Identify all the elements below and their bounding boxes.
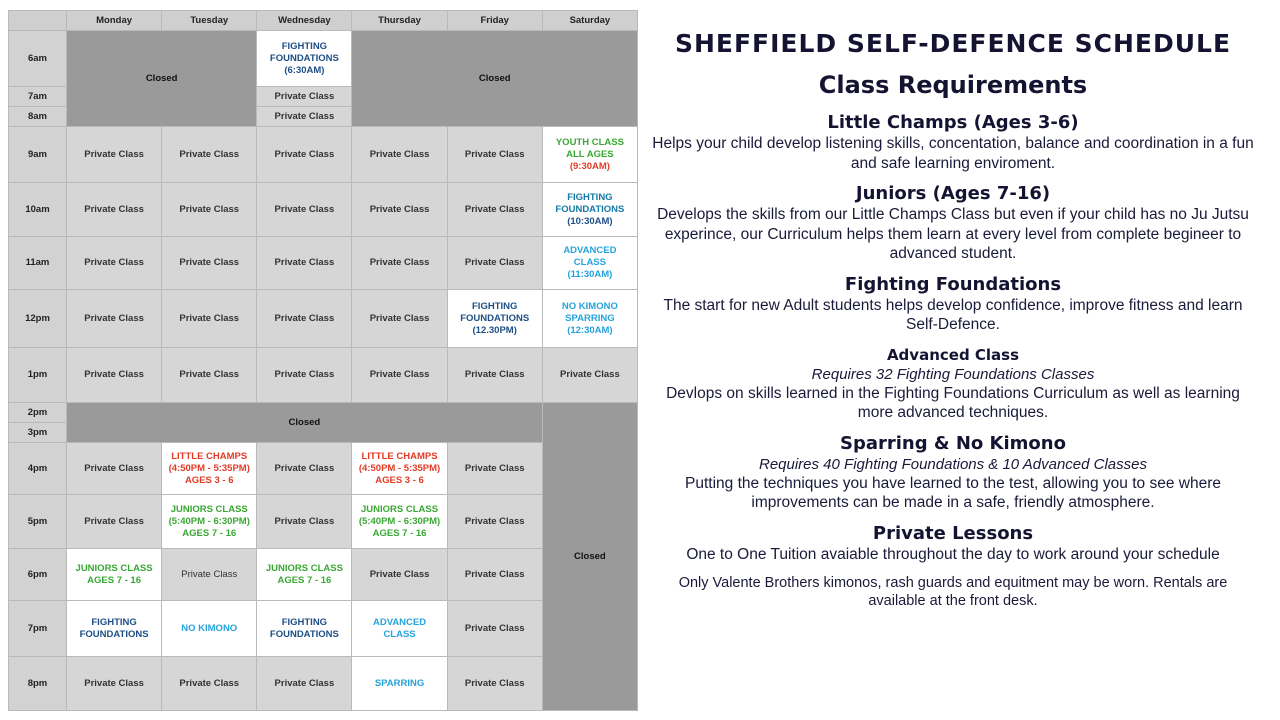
time-label: 1pm [9,348,67,403]
section-little-champs [650,112,1256,173]
class-cell-no-kimono: NO KIMONO [162,601,257,657]
private-class-cell: Private Class [447,237,542,290]
private-class-cell: Private Class [162,657,257,711]
closed-block: Closed [352,31,638,127]
section-description: One to One Tuition avaiable throughout the day to work around your schedule [686,545,1220,563]
time-label: 6pm [9,549,67,601]
private-class-cell: Private Class [257,127,352,183]
class-cell-sparring: SPARRING [352,657,447,711]
private-class-cell: Private Class [352,348,447,403]
time-label: 4pm [9,443,67,495]
private-class-cell: Private Class [447,657,542,711]
private-class-cell: Private Class [257,237,352,290]
private-class-cell: Private Class [257,290,352,348]
time-label: 7pm [9,601,67,657]
day-header-saturday: Saturday [542,11,637,31]
day-header-monday: Monday [67,11,162,31]
schedule-table [8,10,638,711]
section-heading: Juniors (Ages 7-16) [855,183,1051,204]
private-class-cell: Private Class [542,348,637,403]
section-heading: Little Champs (Ages 3-6) [827,112,1079,133]
time-label: 8pm [9,657,67,711]
class-cell-fighting-foundations: FIGHTING FOUNDATIONS (6:30AM) [257,31,352,87]
time-label: 5pm [9,495,67,549]
section-description: The start for new Adult students helps develop confidence, improve fitness and learn Self-Defence. [663,296,1243,333]
section-private-lessons [650,523,1256,565]
class-cell-fighting-foundations: FIGHTING FOUNDATIONS [67,601,162,657]
section-heading: Sparring & No Kimono [840,432,1066,454]
requirements-heading: Class Requirements [818,71,1088,99]
time-label: 10am [9,183,67,237]
private-class-cell: Private Class [352,183,447,237]
closed-block: Closed [67,403,543,443]
class-cell-youth: YOUTH CLASS ALL AGES (9:30AM) [542,127,637,183]
class-cell-advanced: ADVANCED CLASS [352,601,447,657]
time-label: 9am [9,127,67,183]
class-cell-little-champs: LITTLE CHAMPS (4:50PM - 5:35PM) AGES 3 - 6 [162,443,257,495]
private-class-cell: Private Class [352,127,447,183]
class-cell-no-kimono-sparring: NO KIMONO SPARRING (12:30AM) [542,290,637,348]
time-label: 11am [9,237,67,290]
section-heading: Advanced Class [886,345,1020,364]
info-panel [650,28,1256,610]
private-class-cell: Private Class [162,127,257,183]
private-class-cell: Private Class [447,601,542,657]
private-class-cell: Private Class [447,127,542,183]
private-class-cell: Private Class [67,657,162,711]
class-cell-fighting-foundations: FIGHTING FOUNDATIONS (12.30PM) [447,290,542,348]
class-cell-juniors: JUNIORS CLASS AGES 7 - 16 [67,549,162,601]
footer-note: Only Valente Brothers kimonos, rash guards and equitment may be worn. Rentals are available at the front desk. [678,575,1228,609]
time-label: 2pm [9,403,67,423]
class-cell-juniors: JUNIORS CLASS AGES 7 - 16 [257,549,352,601]
class-cell-fighting-foundations: FIGHTING FOUNDATIONS [257,601,352,657]
section-requirement: Requires 32 Fighting Foundations Classes [811,365,1095,383]
section-juniors [650,183,1256,264]
section-description: Devlops on skills learned in the Fighting Foundations Curriculum as well as learning more advanced techniques. [666,384,1240,421]
closed-block: Closed [542,403,637,711]
private-class-cell: Private Class [257,443,352,495]
section-heading: Fighting Foundations [844,273,1062,295]
class-cell-fighting-foundations: FIGHTING FOUNDATIONS (10:30AM) [542,183,637,237]
private-class-cell: Private Class [447,348,542,403]
time-label: 6am [9,31,67,87]
private-class-cell: Private Class [257,183,352,237]
private-class-cell: Private Class [257,657,352,711]
private-class-cell: Private Class [352,237,447,290]
private-class-cell: Private Class [447,183,542,237]
corner-cell [9,11,67,31]
day-header-wednesday: Wednesday [257,11,352,31]
class-cell-little-champs: LITTLE CHAMPS (4:50PM - 5:35PM) AGES 3 - 6 [352,443,447,495]
private-class-cell: Private Class [67,237,162,290]
private-class-cell: Private Class [67,127,162,183]
private-class-cell: Private Class [352,290,447,348]
time-label: 12pm [9,290,67,348]
class-cell-juniors: JUNIORS CLASS (5:40PM - 6:30PM) AGES 7 - 16 [162,495,257,549]
class-cell-juniors: JUNIORS CLASS (5:40PM - 6:30PM) AGES 7 - 16 [352,495,447,549]
private-class-cell: Private Class [162,290,257,348]
day-header-thursday: Thursday [352,11,447,31]
time-label: 7am [9,87,67,107]
page-title: SHEFFIELD SELF-DEFENCE SCHEDULE [674,29,1232,58]
section-advanced [650,345,1256,423]
closed-block: Closed [67,31,257,127]
section-heading: Private Lessons [872,522,1034,544]
private-class-cell: Private Class [162,549,257,601]
private-class-cell: Private Class [162,237,257,290]
time-label: 8am [9,107,67,127]
private-class-cell: Private Class [67,183,162,237]
section-requirement: Requires 40 Fighting Foundations & 10 Advanced Classes [758,455,1147,473]
private-class-cell: Private Class [162,348,257,403]
private-class-cell: Private Class [67,348,162,403]
section-fighting-foundations [650,274,1256,335]
private-class-cell: Private Class [67,495,162,549]
private-class-cell: Private Class [257,348,352,403]
private-class-cell: Private Class [257,87,352,107]
private-class-cell: Private Class [162,183,257,237]
private-class-cell: Private Class [352,549,447,601]
section-description: Putting the techniques you have learned to the test, allowing you to see where improvements can be made in a safe, friendly atmosphere. [685,474,1221,511]
private-class-cell: Private Class [447,549,542,601]
time-label: 3pm [9,423,67,443]
section-description: Helps your child develop listening skills, concentation, balance and coordination in a fun and safe learning enviroment. [652,135,1254,172]
private-class-cell: Private Class [257,107,352,127]
private-class-cell: Private Class [257,495,352,549]
day-header-tuesday: Tuesday [162,11,257,31]
section-description: Develops the skills from our Little Champs Class but even if your child has no Ju Jutsu experince, our Curriculum helps them learn at every level from complete begineer to advanced student. [657,206,1249,262]
private-class-cell: Private Class [447,443,542,495]
class-cell-advanced: ADVANCED CLASS (11:30AM) [542,237,637,290]
private-class-cell: Private Class [67,290,162,348]
private-class-cell: Private Class [447,495,542,549]
section-sparring [650,433,1256,513]
day-header-friday: Friday [447,11,542,31]
private-class-cell: Private Class [67,443,162,495]
